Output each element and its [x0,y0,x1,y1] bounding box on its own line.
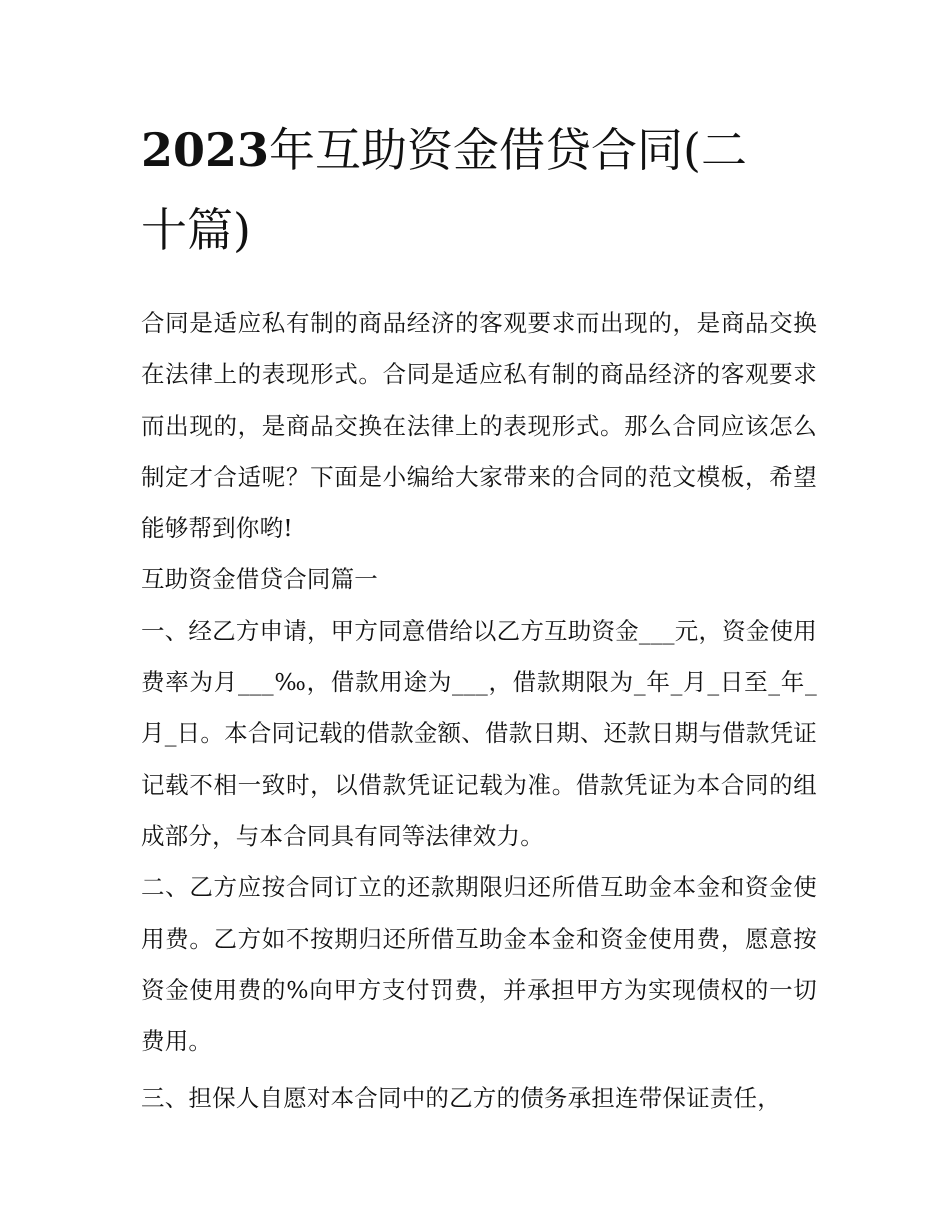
intro-paragraph: 合同是适应私有制的商品经济的客观要求而出现的，是商品交换在法律上的表现形式。合同是适应私有制的商品经济的客观要求而出现的，是商品交换在法律上的表现形式。那么合同应该怎么制定才合适呢？下面是小编给大家带来的合同的范文模板，希望能够帮到你哟! [141,309,817,543]
clause-2: 二、乙方应按合同订立的还款期限归还所借互助金本金和资金使用费。乙方如不按期归还所借互助金本金和资金使用费，愿意按资金使用费的%向甲方支付罚费，并承担甲方为实现债权的一切费用。 [141,873,817,1056]
clause-1: 一、经乙方申请，甲方同意借给以乙方互助资金___元，资金使用费率为月___‰，借款用途为___，借款期限为_年_月_日至_年_月_日。本合同记载的借款金额、借款日期、还款日期与借款凭证记载不相一致时，以借款凭证记载为准。借款凭证为本合同的组成部分，与本合同具有同等法律效力。 [141,616,817,850]
title-text: 年互助资金借贷合同(二十篇) [141,123,747,257]
clause-3: 三、担保人自愿对本合同中的乙方的债务承担连带保证责任， [141,1084,781,1113]
section-heading: 互助资金借贷合同篇一 [141,565,378,594]
document-title [141,110,781,270]
title-year: 2023 [141,123,270,177]
document-page [141,110,817,1125]
